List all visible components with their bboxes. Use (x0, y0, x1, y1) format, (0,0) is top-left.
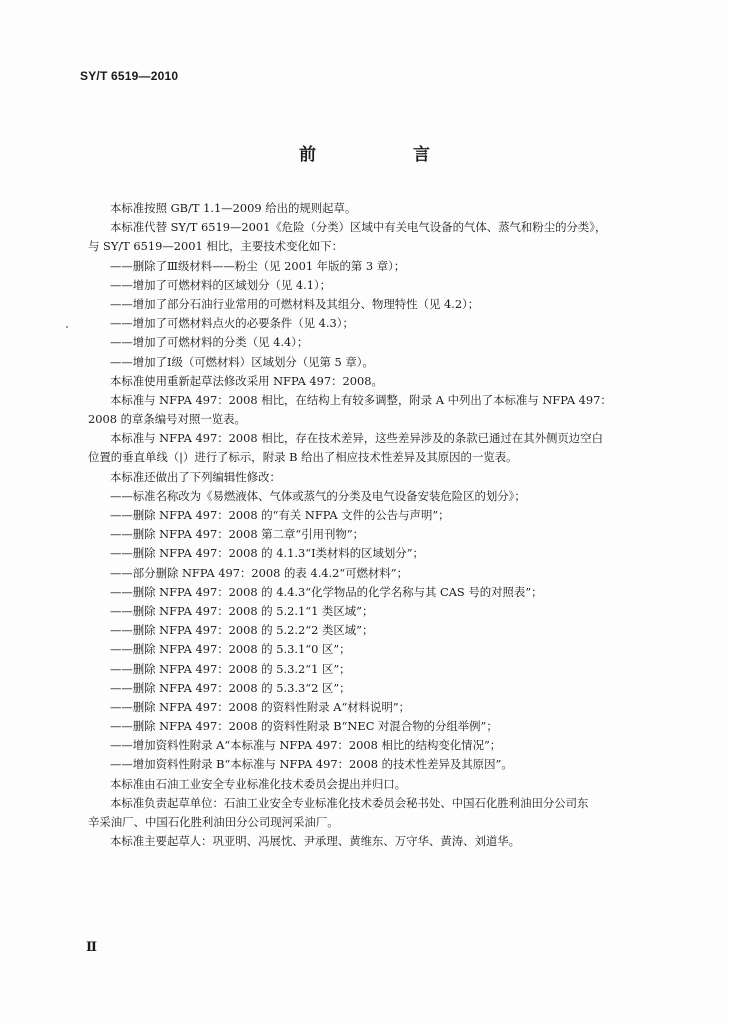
paragraph-line: 本标准使用重新起草法修改采用 NFPA 497：2008。 (110, 373, 383, 388)
list-item: ——部分删除 NFPA 497：2008 的表 4.4.2“可燃材料”； (110, 565, 409, 580)
list-item: ——增加资料性附录 B“本标准与 NFPA 497：2008 的技术性差异及其原因”。 (110, 757, 513, 772)
paragraph-line: 本标准代替 SY/T 6519—2001《危险（分类）区域中有关电气设备的气体、蒸气和粉尘的分类》， (110, 220, 607, 235)
paragraph-line: 辛采油厂、中国石化胜利油田分公司现河采油厂。 (88, 815, 339, 829)
list-item: ——删除 NFPA 497：2008 的 5.3.2“1 区”； (110, 661, 351, 676)
list-item: ——删除 NFPA 497：2008 的 5.2.2“2 类区域”； (110, 623, 374, 638)
list-item: ——增加资料性附录 A“本标准与 NFPA 497：2008 相比的结构变化情况”； (110, 738, 502, 753)
list-item: ——标准名称改为《易燃液体、气体或蒸气的分类及电气设备安装危险区的划分》； (110, 488, 526, 503)
list-item: ——增加了Ⅰ级（可燃材料）区域划分（见第 5 章）。 (110, 354, 374, 369)
list-item: ——删除 NFPA 497：2008 第二章“引用刊物”； (110, 527, 365, 542)
paragraph-line: 与 SY/T 6519—2001 相比，主要技术变化如下： (88, 239, 344, 254)
list-item: ——增加了可燃材料点火的必要条件（见 4.3）； (110, 316, 354, 331)
foreword-body (88, 199, 648, 851)
paragraph-line: 本标准还做出了下列编辑性修改： (110, 469, 281, 484)
paragraph-line: 本标准主要起草人：巩亚明、冯展忱、尹承理、黄维东、万守华、黄涛、刘道华。 (110, 834, 521, 849)
paragraph-line: 本标准负责起草单位：石油工业安全专业标准化技术委员会秘书处、中国石化胜利油田分公司东 (110, 795, 589, 810)
list-item: ——删除 NFPA 497：2008 的“有关 NFPA 文件的公告与声明”； (110, 508, 450, 522)
list-item: ——增加了可燃材料的分类（见 4.4）； (110, 335, 309, 350)
list-item: ——删除了Ⅲ级材料——粉尘（见 2001 年版的第 3 章）； (110, 258, 406, 273)
paragraph-line: 本标准与 NFPA 497：2008 相比，存在技术差异，这些差异涉及的条款已通过在其外侧页边空白 (110, 431, 603, 446)
paragraph-line: 本标准按照 GB/T 1.1—2009 给出的规则起草。 (110, 201, 357, 215)
list-item: ——删除 NFPA 497：2008 的资料性附录 A“材料说明”； (110, 699, 411, 714)
paragraph-line: 位置的垂直单线（|）进行了标示，附录 B 给出了相应技术性差异及其原因的一览表。 (88, 450, 518, 465)
list-item: ——删除 NFPA 497：2008 的 5.3.1“0 区”； (110, 642, 351, 657)
list-item: ——删除 NFPA 497：2008 的 4.1.3“Ⅰ类材料的区域划分”； (110, 546, 424, 561)
list-item: ——增加了部分石油行业常用的可燃材料及其组分、物理特性（见 4.2）； (110, 296, 480, 311)
list-item: ——删除 NFPA 497：2008 的资料性附录 B“NEC 对混合物的分组举例”； (110, 719, 498, 734)
paragraph-line: 2008 的章条编号对照一览表。 (88, 412, 246, 427)
list-item: ——删除 NFPA 497：2008 的 5.2.1“1 类区域”； (110, 603, 374, 618)
scan-speck (66, 326, 68, 328)
standard-code: SY/T 6519—2010 (80, 69, 179, 83)
page-title: 前 言 (299, 145, 470, 165)
list-item: ——删除 NFPA 497：2008 的 5.3.3“2 区”； (110, 680, 351, 695)
paragraph-line: 本标准与 NFPA 497：2008 相比，在结构上有较多调整，附录 A 中列出了本标准与 NFPA 497： (110, 392, 612, 407)
page-number: Ⅱ (86, 940, 97, 955)
paragraph-line: 本标准由石油工业安全专业标准化技术委员会提出并归口。 (110, 776, 407, 791)
list-item: ——增加了可燃材料的区域划分（见 4.1）； (110, 277, 332, 292)
list-item: ——删除 NFPA 497：2008 的 4.4.3“化学物品的化学名称与其 CAS 号的对照表”； (110, 584, 543, 599)
